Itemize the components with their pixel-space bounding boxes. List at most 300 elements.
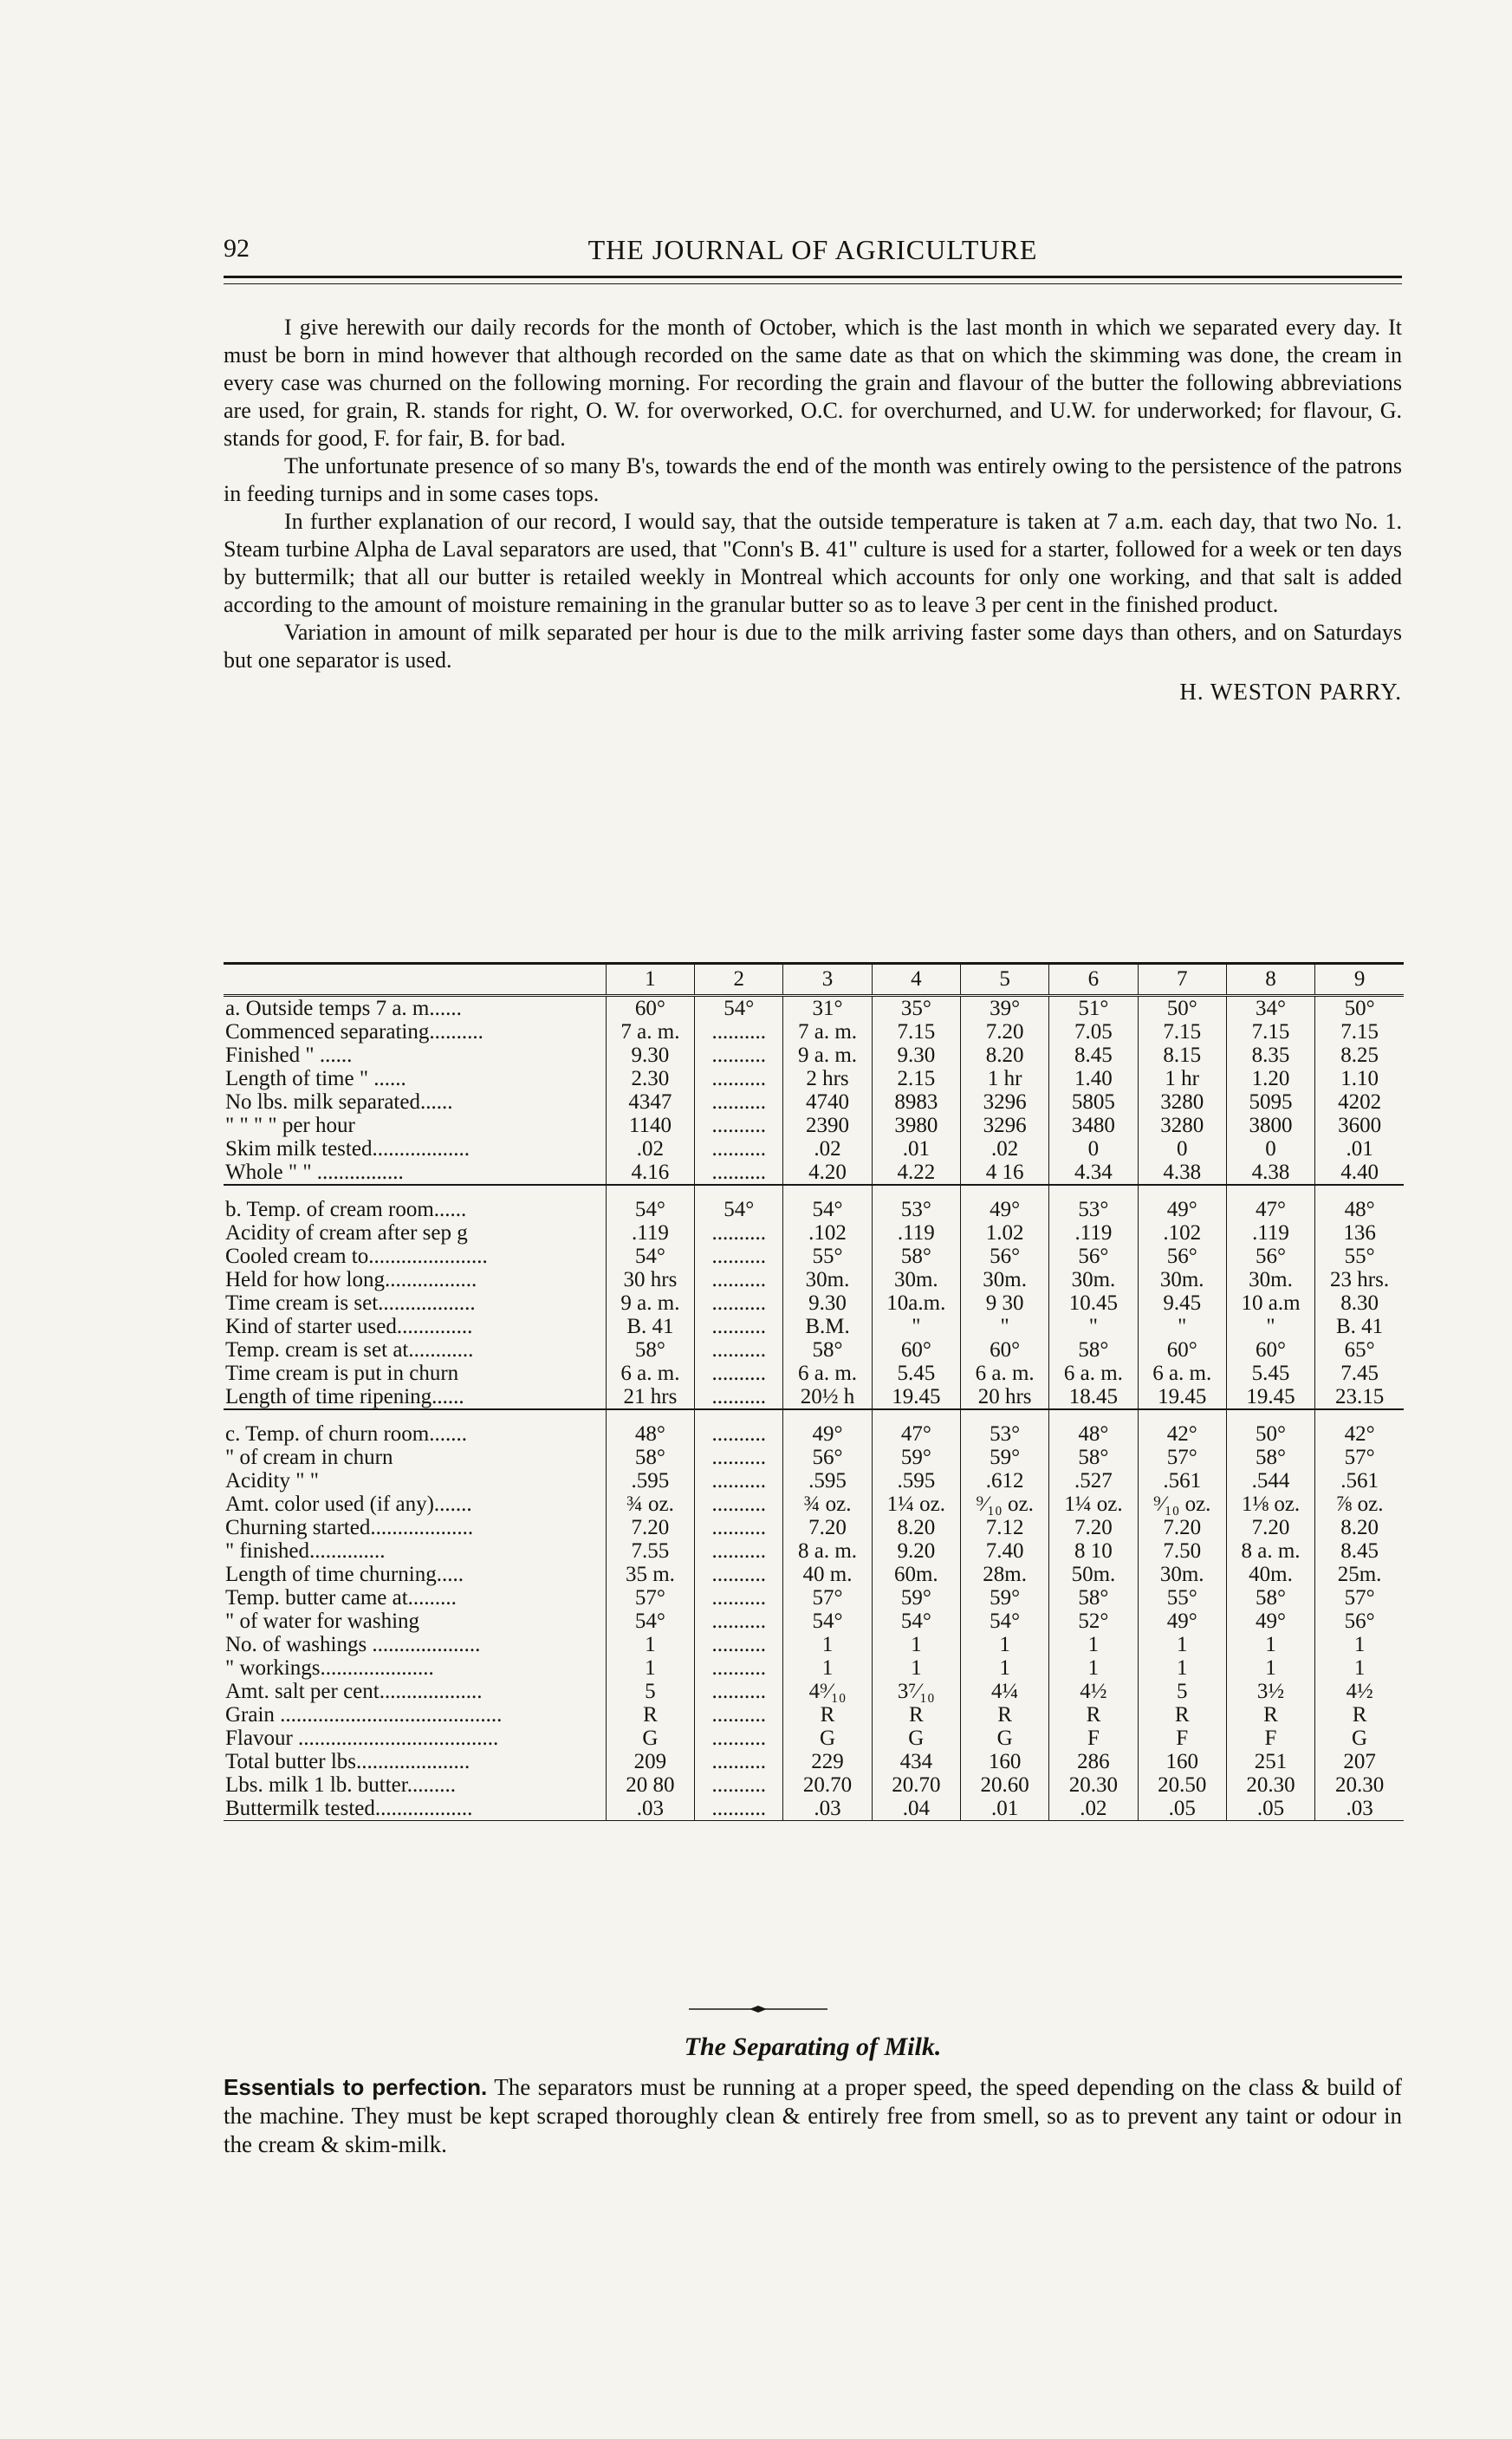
- table-cell: 4¼: [960, 1680, 1048, 1703]
- table-cell: .544: [1226, 1469, 1314, 1493]
- table-cell: 8983: [872, 1090, 960, 1114]
- table-cell: 1: [1226, 1656, 1314, 1680]
- table-cell: 30m.: [1138, 1563, 1226, 1586]
- table-cell: 56°: [1138, 1245, 1226, 1268]
- table-cell: 58°: [1226, 1586, 1314, 1610]
- table-cell: 8.15: [1138, 1044, 1226, 1067]
- spacer-cell: [872, 1185, 960, 1198]
- spacer-cell: [224, 1409, 606, 1422]
- table-cell: 57°: [1138, 1446, 1226, 1469]
- row-label: Length of time ripening......: [224, 1385, 606, 1409]
- row-label: Held for how long.................: [225, 1268, 477, 1291]
- table-cell: 30 hrs: [606, 1268, 694, 1291]
- table-cell: ..........: [695, 1137, 783, 1161]
- row-label: Total butter lbs.....................: [225, 1750, 470, 1773]
- table-cell: ": [1138, 1315, 1226, 1338]
- row-label: Acidity " ": [225, 1469, 319, 1493]
- table-cell: ..........: [695, 1338, 783, 1362]
- table-cell: 1: [606, 1656, 694, 1680]
- table-cell: 6 a. m.: [783, 1362, 872, 1385]
- table-row: [224, 1446, 1404, 1469]
- table-cell: ..........: [695, 1114, 783, 1137]
- table-row: [224, 1422, 1404, 1446]
- table-cell: 1: [783, 1633, 872, 1656]
- table-cell: 58°: [783, 1338, 872, 1362]
- column-header: 6: [1049, 964, 1138, 996]
- table-cell: 10.45: [1049, 1291, 1138, 1315]
- table-cell: 1.10: [1315, 1067, 1404, 1090]
- table-cell: .03: [783, 1797, 872, 1821]
- intro-paragraph: Variation in amount of milk separated per hour is due to the milk arriving faster some days than others, and on Saturdays but one separator is used.: [224, 620, 1402, 673]
- table-cell: 54°: [783, 1610, 872, 1633]
- table-cell: 55°: [1315, 1245, 1404, 1268]
- table-cell: 9 a. m.: [783, 1044, 872, 1067]
- table-cell: 2390: [783, 1114, 872, 1137]
- table-cell: 4.38: [1138, 1161, 1226, 1185]
- table-cell: 21 hrs: [606, 1385, 694, 1409]
- table-cell: 19.45: [1226, 1385, 1314, 1409]
- table-cell: 47°: [1226, 1198, 1314, 1221]
- table-cell: .01: [872, 1137, 960, 1161]
- table-cell: ..........: [695, 1610, 783, 1633]
- spacer-cell: [695, 1409, 783, 1422]
- table-row: [224, 1750, 1404, 1773]
- table-cell: 58°: [1049, 1586, 1138, 1610]
- table-cell: 1: [1049, 1633, 1138, 1656]
- spacer-cell: [1315, 1185, 1404, 1198]
- table-cell: 1⅛ oz.: [1226, 1493, 1314, 1516]
- table-cell: ¾ oz.: [783, 1493, 872, 1516]
- table-row: [224, 1198, 1404, 1221]
- table-cell: ..........: [695, 1680, 783, 1703]
- table-cell: 25m.: [1315, 1563, 1404, 1586]
- table-cell: 7 a. m.: [606, 1020, 694, 1044]
- table-cell: .119: [1049, 1221, 1138, 1245]
- table-cell: 30m.: [783, 1268, 872, 1291]
- table-row: [224, 1727, 1404, 1750]
- section-title: The Separating of Milk.: [684, 2032, 942, 2061]
- table-cell: ..........: [695, 1245, 783, 1268]
- row-label: Amt. color used (if any).......: [225, 1493, 472, 1516]
- table-row: [224, 1610, 1404, 1633]
- table-cell: F: [1049, 1727, 1138, 1750]
- table-cell: ..........: [695, 1067, 783, 1090]
- section-body: The separators must be running at a proper speed, the speed depending on the class & build of the machine. They must be kept scraped thoroughly clean & entirely free from smell, so as to prevent any taint or odour in the cream & skim-milk.: [224, 2074, 1402, 2157]
- section-text: [224, 2073, 1402, 2159]
- table-cell: 55°: [783, 1245, 872, 1268]
- table-cell: 57°: [1315, 1446, 1404, 1469]
- table-cell: R: [1138, 1703, 1226, 1727]
- row-label: Cooled cream to......................: [225, 1245, 488, 1268]
- table-cell: 30m.: [1049, 1268, 1138, 1291]
- spacer-cell: [1226, 1409, 1314, 1422]
- table-cell: 60m.: [872, 1563, 960, 1586]
- table-cell: 49°: [783, 1422, 872, 1446]
- table-cell: 4½: [1049, 1680, 1138, 1703]
- table-cell: ": [960, 1315, 1048, 1338]
- table-cell: 3296: [960, 1114, 1048, 1137]
- table-cell: 0: [1226, 1137, 1314, 1161]
- table-cell: 10 a.m: [1226, 1291, 1314, 1315]
- table-cell: 7.40: [960, 1539, 1048, 1563]
- table-cell: 20½ h: [783, 1385, 872, 1409]
- table-cell: 8 a. m.: [783, 1539, 872, 1563]
- table-cell: ..........: [695, 1362, 783, 1385]
- table-cell: 20.30: [1315, 1773, 1404, 1797]
- table-cell: 40 m.: [783, 1563, 872, 1586]
- row-label: Acidity of cream after sep g: [225, 1221, 468, 1245]
- table-cell: 1: [783, 1656, 872, 1680]
- table-cell: 4.16: [606, 1161, 694, 1185]
- row-label: b. Temp. of cream room......: [225, 1198, 467, 1221]
- table-cell: 9.30: [783, 1291, 872, 1315]
- row-label: Kind of starter used..............: [225, 1315, 473, 1338]
- table-cell: ..........: [695, 1563, 783, 1586]
- table-cell: 2.15: [872, 1067, 960, 1090]
- table-cell: .595: [872, 1469, 960, 1493]
- table-cell: 7.45: [1315, 1362, 1404, 1385]
- table-cell: 9.45: [1138, 1291, 1226, 1315]
- table-cell: 53°: [1049, 1198, 1138, 1221]
- table-cell: .02: [606, 1137, 694, 1161]
- column-header: 2: [695, 964, 783, 996]
- spacer-cell: [606, 1185, 694, 1198]
- table-cell: 57°: [1315, 1586, 1404, 1610]
- row-label: Time cream is put in churn: [225, 1362, 459, 1385]
- table-cell: .612: [960, 1469, 1048, 1493]
- table-cell: 7.15: [1138, 1020, 1226, 1044]
- table-cell: .03: [606, 1797, 694, 1821]
- table-cell: 58°: [1049, 1446, 1138, 1469]
- table-cell: .02: [1049, 1797, 1138, 1821]
- table-cell: ..........: [695, 1539, 783, 1563]
- spacer-cell: [783, 1185, 872, 1198]
- table-cell: 56°: [1226, 1245, 1314, 1268]
- row-label: No. of washings ....................: [225, 1633, 481, 1656]
- column-header: 1: [606, 964, 694, 996]
- table-cell: 34°: [1226, 996, 1314, 1021]
- table-row: [224, 1703, 1404, 1727]
- table-cell: 5.45: [1226, 1362, 1314, 1385]
- table-cell: .02: [960, 1137, 1048, 1161]
- table-cell: 19.45: [872, 1385, 960, 1409]
- row-label: Grain .........................................: [225, 1703, 503, 1727]
- table-cell: 8.25: [1315, 1044, 1404, 1067]
- table-cell: G: [606, 1727, 694, 1750]
- table-cell: 136: [1315, 1221, 1404, 1245]
- table-cell: 60°: [1226, 1338, 1314, 1362]
- table-cell: 160: [1138, 1750, 1226, 1773]
- table-cell: 1.40: [1049, 1067, 1138, 1090]
- table-cell: 9.30: [872, 1044, 960, 1067]
- table-cell: ..........: [695, 1469, 783, 1493]
- table-cell: R: [960, 1703, 1048, 1727]
- table-cell: 2.30: [606, 1067, 694, 1090]
- row-label: Whole " " ................: [224, 1161, 606, 1185]
- table-cell: 23 hrs.: [1315, 1268, 1404, 1291]
- table-cell: 5095: [1226, 1090, 1314, 1114]
- table-cell: 20.30: [1049, 1773, 1138, 1797]
- table-cell: 59°: [960, 1586, 1048, 1610]
- table-cell: 7 a. m.: [783, 1020, 872, 1044]
- table-cell: 39°: [960, 996, 1048, 1021]
- row-label: Finished " ......: [225, 1044, 353, 1067]
- table-row: [224, 1633, 1404, 1656]
- table-cell: 209: [606, 1750, 694, 1773]
- table-cell: 7.55: [606, 1539, 694, 1563]
- table-cell: G: [960, 1727, 1048, 1750]
- table-cell: 51°: [1049, 996, 1138, 1021]
- table-cell: 7.20: [606, 1516, 694, 1539]
- table-cell: 5805: [1049, 1090, 1138, 1114]
- table-cell: ..........: [695, 1090, 783, 1114]
- table-cell: 18.45: [1049, 1385, 1138, 1409]
- table-cell: ..........: [695, 1422, 783, 1446]
- table-cell: B.M.: [783, 1315, 872, 1338]
- table-cell: ..........: [695, 1446, 783, 1469]
- spacer-cell: [1226, 1185, 1314, 1198]
- table-row: [224, 1539, 1404, 1563]
- page-number: 92: [224, 234, 250, 263]
- spacer-cell: [783, 1409, 872, 1422]
- table-cell: 49°: [1226, 1610, 1314, 1633]
- table-cell: 3980: [872, 1114, 960, 1137]
- table-cell: 58°: [606, 1338, 694, 1362]
- table-cell: ..........: [695, 1044, 783, 1067]
- journal-title: THE JOURNAL OF AGRICULTURE: [587, 234, 1038, 265]
- table-cell: 54°: [606, 1198, 694, 1221]
- table-cell: 58°: [606, 1446, 694, 1469]
- table-cell: 1.20: [1226, 1067, 1314, 1090]
- table-cell: 4.38: [1226, 1161, 1314, 1185]
- table-cell: 8.45: [1315, 1539, 1404, 1563]
- table-cell: 4.34: [1049, 1161, 1138, 1185]
- table-cell: ..........: [695, 1385, 783, 1409]
- table-cell: 4.22: [872, 1161, 960, 1185]
- table-cell: 1140: [606, 1114, 694, 1137]
- table-cell: 57°: [783, 1586, 872, 1610]
- table-cell: 54°: [960, 1610, 1048, 1633]
- table-cell: 47°: [872, 1422, 960, 1446]
- table-cell: ..........: [695, 1493, 783, 1516]
- table-cell: 1.02: [960, 1221, 1048, 1245]
- table-cell: ..........: [695, 1020, 783, 1044]
- table-cell: 1: [1049, 1656, 1138, 1680]
- table-cell: 9 30: [960, 1291, 1048, 1315]
- table-row: [224, 1090, 1404, 1114]
- row-label: Length of time " ......: [225, 1067, 406, 1090]
- spacer-cell: [1315, 1409, 1404, 1422]
- table-cell: .561: [1138, 1469, 1226, 1493]
- table-cell: R: [1226, 1703, 1314, 1727]
- table-cell: ": [1226, 1315, 1314, 1338]
- table-cell: 4⁹⁄₁₀: [783, 1680, 872, 1703]
- table-cell: .01: [960, 1797, 1048, 1821]
- intro-paragraph: In further explanation of our record, I would say, that the outside temperature is taken at 7 a.m. each day, that two No. 1. Steam turbine Alpha de Laval separators are used, that "Conn's B. 41" culture is used for a starter, followed for a week or ten days by buttermilk; that all our butter is retailed weekly in Montreal which accounts for only one working, and that salt is added according to the amount of moisture remaining in the granular butter so as to leave 3 per cent in the finished product.: [224, 509, 1402, 617]
- table-cell: 6 a. m.: [606, 1362, 694, 1385]
- table-cell: 9.20: [872, 1539, 960, 1563]
- daily-records-table: [224, 962, 1404, 1821]
- row-label: " of cream in churn: [225, 1446, 393, 1469]
- table-cell: ⁹⁄₁₀ oz.: [1138, 1493, 1226, 1516]
- table-cell: ..........: [695, 1703, 783, 1727]
- table-cell: 7.20: [783, 1516, 872, 1539]
- table-cell: 8.20: [1315, 1516, 1404, 1539]
- table-cell: 160: [960, 1750, 1048, 1773]
- table-row: [224, 1315, 1404, 1338]
- table-cell: 42°: [1315, 1422, 1404, 1446]
- table-cell: 56°: [783, 1446, 872, 1469]
- table-cell: ": [872, 1315, 960, 1338]
- table-row: [224, 1516, 1404, 1539]
- table-cell: 58°: [1049, 1338, 1138, 1362]
- table-cell: ..........: [695, 1291, 783, 1315]
- section-lead: Essentials to perfection.: [224, 2074, 488, 2100]
- spacer-cell: [1138, 1409, 1226, 1422]
- table-cell: 1 hr: [1138, 1067, 1226, 1090]
- table-cell: 5: [1138, 1680, 1226, 1703]
- table-cell: ..........: [695, 1268, 783, 1291]
- row-label: c. Temp. of churn room.......: [225, 1422, 467, 1446]
- table-cell: 9 a. m.: [606, 1291, 694, 1315]
- table-cell: 56°: [1049, 1245, 1138, 1268]
- table-cell: 48°: [606, 1422, 694, 1446]
- table-cell: 20 80: [606, 1773, 694, 1797]
- table-cell: 1: [1138, 1633, 1226, 1656]
- table-cell: 20.60: [960, 1773, 1048, 1797]
- row-label: Temp. cream is set at............: [225, 1338, 474, 1362]
- column-header: 9: [1315, 964, 1404, 996]
- table-cell: 53°: [960, 1422, 1048, 1446]
- table-cell: 4.20: [783, 1161, 872, 1185]
- table-cell: ..........: [695, 1516, 783, 1539]
- table-cell: 7.20: [1138, 1516, 1226, 1539]
- table-cell: 3280: [1138, 1090, 1226, 1114]
- table-cell: 1: [960, 1656, 1048, 1680]
- table-cell: ": [1049, 1315, 1138, 1338]
- table-row: [224, 1680, 1404, 1703]
- table-cell: .04: [872, 1797, 960, 1821]
- table-cell: ¾ oz.: [606, 1493, 694, 1516]
- table-row: [224, 1385, 1404, 1409]
- table-cell: 54°: [606, 1245, 694, 1268]
- table-cell: 7.05: [1049, 1020, 1138, 1044]
- table-cell: 1¼ oz.: [1049, 1493, 1138, 1516]
- spacer-cell: [960, 1185, 1048, 1198]
- spacer-cell: [872, 1409, 960, 1422]
- row-label: Skim milk tested..................: [225, 1137, 470, 1161]
- table-cell: 1¼ oz.: [872, 1493, 960, 1516]
- table-cell: 1: [1138, 1656, 1226, 1680]
- table-cell: F: [1138, 1727, 1226, 1750]
- row-label: Time cream is set..................: [225, 1291, 476, 1315]
- table-cell: 54°: [783, 1198, 872, 1221]
- table-cell: 20.70: [872, 1773, 960, 1797]
- row-label: Amt. salt per cent...................: [225, 1680, 483, 1703]
- table-row: [224, 1221, 1404, 1245]
- table-cell: 20.50: [1138, 1773, 1226, 1797]
- table-cell: .102: [1138, 1221, 1226, 1245]
- table-cell: 1 hr: [960, 1067, 1048, 1090]
- table-cell: ..........: [695, 1750, 783, 1773]
- table-cell: ..........: [695, 1773, 783, 1797]
- table-row: [224, 1362, 1404, 1385]
- table-cell: 50m.: [1049, 1563, 1138, 1586]
- row-label: " finished..............: [225, 1539, 386, 1563]
- table-cell: ..........: [695, 1797, 783, 1821]
- column-header: 8: [1226, 964, 1314, 996]
- table-cell: 31°: [783, 996, 872, 1021]
- intro-paragraph: I give herewith our daily records for the month of October, which is the last month in which we separated every day. It must be born in mind however that although recorded on the same date as that on which the skimming was done, the cream in every case was churned on the following morning. For recording the grain and flavour of the butter the following abbreviations are used, for grain, R. stands for right, O. W. for overworked, O.C. for overchurned, and U.W. for underworked; for flavour, G. stands for good, F. for fair, B. for bad.: [224, 315, 1402, 451]
- column-header: 5: [960, 964, 1048, 996]
- table-row: [224, 1586, 1404, 1610]
- table-cell: 3296: [960, 1090, 1048, 1114]
- table-cell: 1: [1226, 1633, 1314, 1656]
- table-cell: 20 hrs: [960, 1385, 1048, 1409]
- table-cell: 3⁷⁄₁₀: [872, 1680, 960, 1703]
- table-cell: 57°: [606, 1586, 694, 1610]
- table-cell: 3600: [1315, 1114, 1404, 1137]
- records-table-wrapper: [224, 962, 1404, 1821]
- table-cell: 1: [960, 1633, 1048, 1656]
- table-cell: 1: [872, 1633, 960, 1656]
- table-cell: 30m.: [960, 1268, 1048, 1291]
- table-cell: 30m.: [872, 1268, 960, 1291]
- table-cell: 23.15: [1315, 1385, 1404, 1409]
- table-cell: 54°: [606, 1610, 694, 1633]
- table-cell: 0: [1049, 1137, 1138, 1161]
- table-cell: 286: [1049, 1750, 1138, 1773]
- table-cell: 28m.: [960, 1563, 1048, 1586]
- table-cell: 59°: [872, 1586, 960, 1610]
- table-cell: 30m.: [1138, 1268, 1226, 1291]
- table-cell: 49°: [960, 1198, 1048, 1221]
- table-cell: 54°: [695, 1198, 783, 1221]
- divider-ornament: [689, 2005, 827, 2013]
- table-cell: ⁹⁄₁₀ oz.: [960, 1493, 1048, 1516]
- row-label: Churning started...................: [225, 1516, 474, 1539]
- table-cell: 3480: [1049, 1114, 1138, 1137]
- table-cell: 65°: [1315, 1338, 1404, 1362]
- table-cell: 4347: [606, 1090, 694, 1114]
- table-cell: 59°: [960, 1446, 1048, 1469]
- spacer-cell: [224, 1185, 606, 1198]
- table-cell: R: [1315, 1703, 1404, 1727]
- group-spacer: [224, 1409, 1404, 1422]
- table-cell: G: [1315, 1727, 1404, 1750]
- table-cell: 251: [1226, 1750, 1314, 1773]
- header-rule: [224, 276, 1402, 284]
- table-row: [224, 1044, 1404, 1067]
- table-cell: 9.30: [606, 1044, 694, 1067]
- spacer-cell: [960, 1409, 1048, 1422]
- table-cell: 8 a. m.: [1226, 1539, 1314, 1563]
- row-label: a. Outside temps 7 a. m......: [225, 997, 462, 1020]
- table-cell: 2 hrs: [783, 1067, 872, 1090]
- table-cell: 30m.: [1226, 1268, 1314, 1291]
- table-cell: 4.40: [1315, 1161, 1404, 1185]
- table-cell: 50°: [1138, 996, 1226, 1021]
- table-cell: ⅞ oz.: [1315, 1493, 1404, 1516]
- table-cell: B. 41: [1315, 1315, 1404, 1338]
- page-header: [224, 234, 1402, 272]
- column-header: 7: [1138, 964, 1226, 996]
- table-cell: R: [783, 1703, 872, 1727]
- group-spacer: [224, 1185, 1404, 1198]
- table-cell: .595: [606, 1469, 694, 1493]
- spacer-cell: [1138, 1185, 1226, 1198]
- table-cell: 8.45: [1049, 1044, 1138, 1067]
